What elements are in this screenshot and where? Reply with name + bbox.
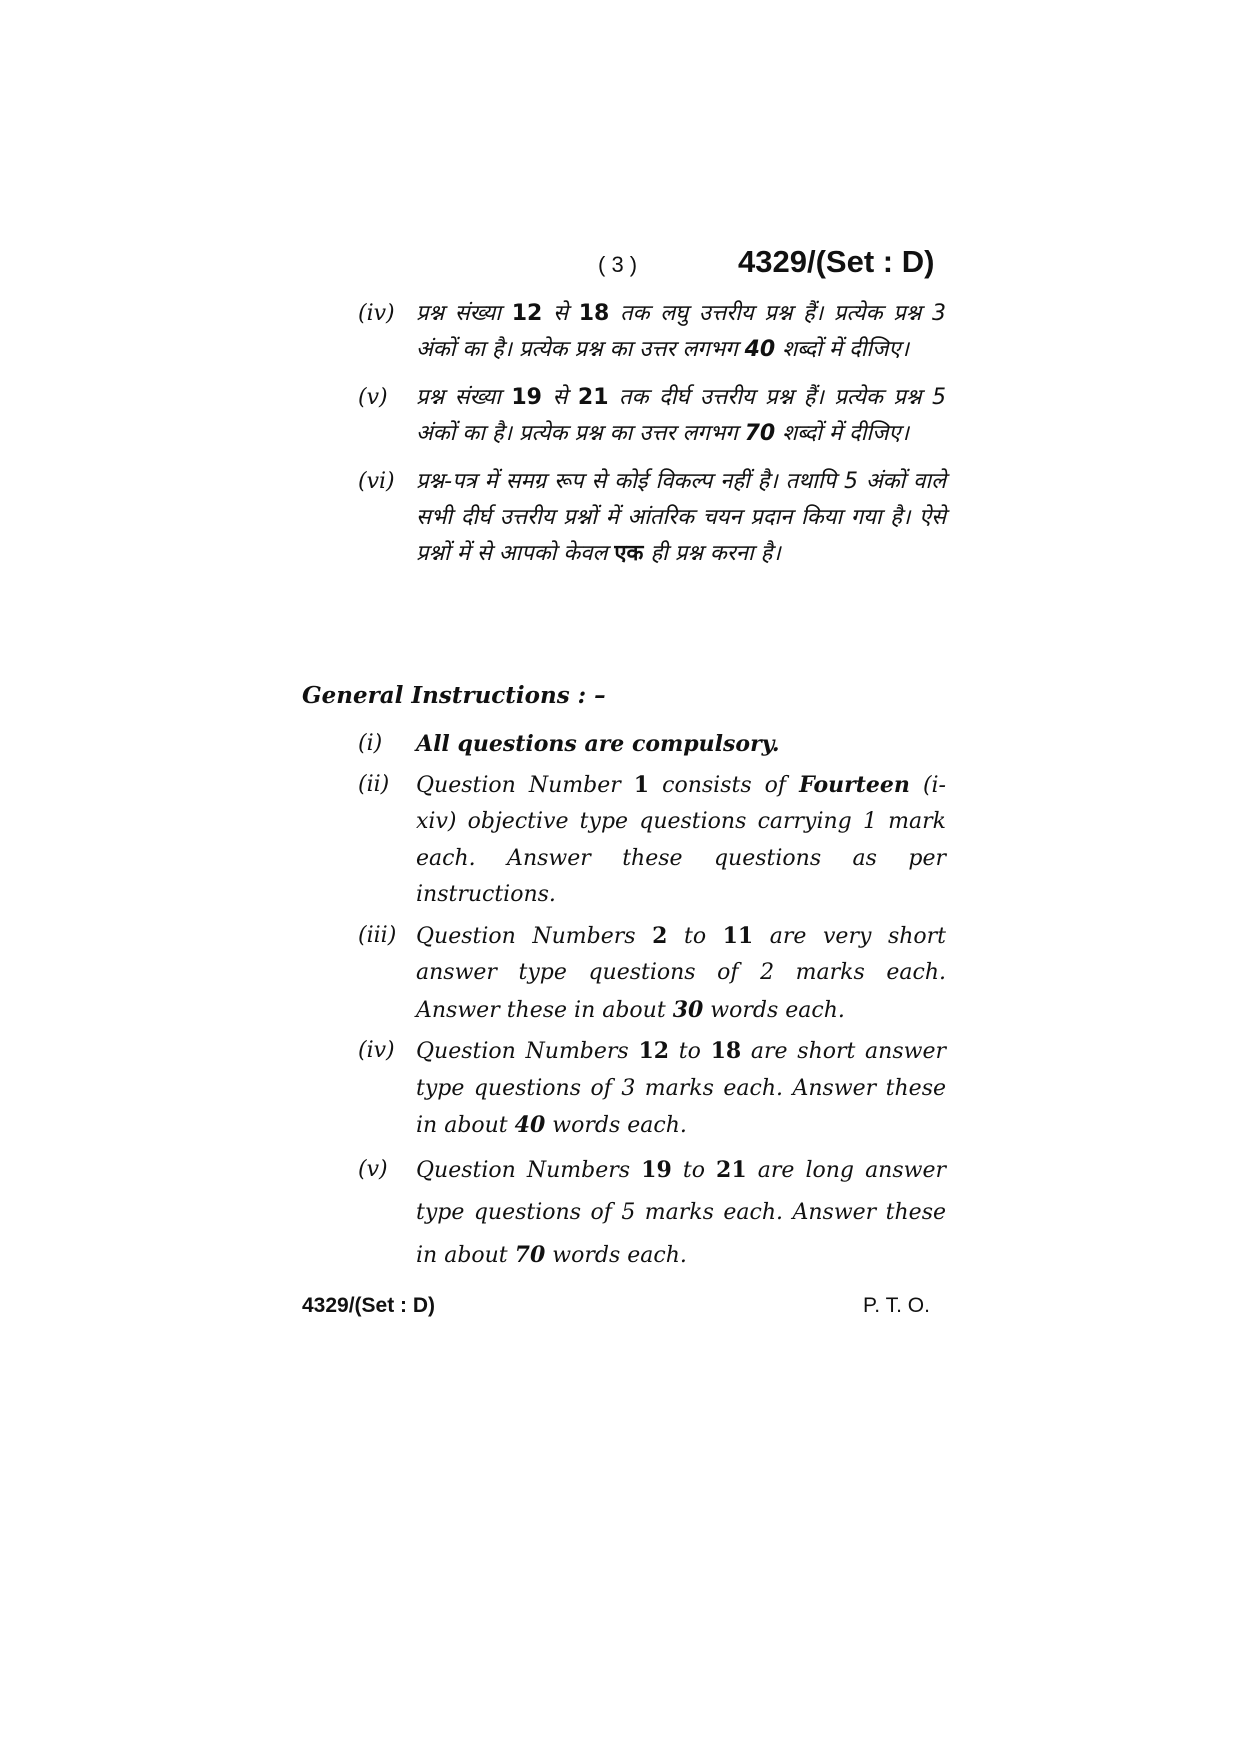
item-number: (vi) [358,469,395,494]
english-instruction-i [358,726,946,763]
instruction-text: All questions are compulsory. [416,731,780,757]
set-code-footer: 4329/(Set : D) [302,1294,436,1317]
item-number: (iv) [358,301,395,326]
item-number: (v) [358,385,388,410]
page-number: ( 3 ) [598,252,638,277]
instruction-text: Question Numbers 12 to 18 are short answer type questions of 3 marks each. Answer these in about 40 words each. [416,1038,947,1138]
item-number: (i) [358,731,383,756]
hindi-instruction-vi [358,464,946,572]
pto-label: P. T. O. [863,1294,930,1317]
english-instruction-iii [358,918,946,1030]
instruction-text: Question Numbers 2 to 11 are very short answer type questions of 2 marks each. Answer these in about 30 words each. [416,922,947,1023]
english-instruction-ii [358,767,946,914]
english-instruction-v [358,1149,946,1277]
set-code-header: 4329/(Set : D) [738,244,935,279]
item-number: (v) [358,1156,388,1182]
english-instruction-iv [358,1033,946,1145]
instruction-text: Question Numbers 19 to 21 are long answer type questions of 5 marks each. Answer these in about 70 words each. [416,1156,947,1268]
item-number: (ii) [358,771,390,797]
instruction-text: प्रश्न संख्या 19 से 21 तक दीर्घ उत्तरीय प्रश्न हैं। प्रत्येक प्रश्न 5 अंकों का है। प्रत्येक प्रश्न का उत्तर लगभग 70 शब्दों में दीजिए। [416,385,947,446]
instruction-text: प्रश्न संख्या 12 से 18 तक लघु उत्तरीय प्रश्न हैं। प्रत्येक प्रश्न 3 अंकों का है। प्रत्येक प्रश्न का उत्तर लगभग 40 शब्दों में दीजिए। [416,301,946,362]
item-number: (iii) [358,922,397,948]
item-number: (iv) [358,1038,395,1063]
instruction-text: प्रश्न-पत्र में समग्र रूप से कोई विकल्प नहीं है। तथापि 5 अंकों वाले सभी दीर्घ उत्तरीय प्रश्नों में आंतरिक चयन प्रदान किया गया है। ऐसे प्रश्नों में से आपको केवल एक ही प्रश्न करना है। [416,469,946,566]
english-instructions [358,726,946,1281]
hindi-instruction-iv [358,296,946,368]
instruction-text: Question Number 1 consists of Fourteen (i-xiv) objective type questions carrying 1 mark each. Answer these questions as per instructions. [416,771,946,907]
hindi-instruction-v [358,380,946,452]
general-instructions-heading: General Instructions : – [302,682,606,709]
hindi-instructions [358,296,946,584]
